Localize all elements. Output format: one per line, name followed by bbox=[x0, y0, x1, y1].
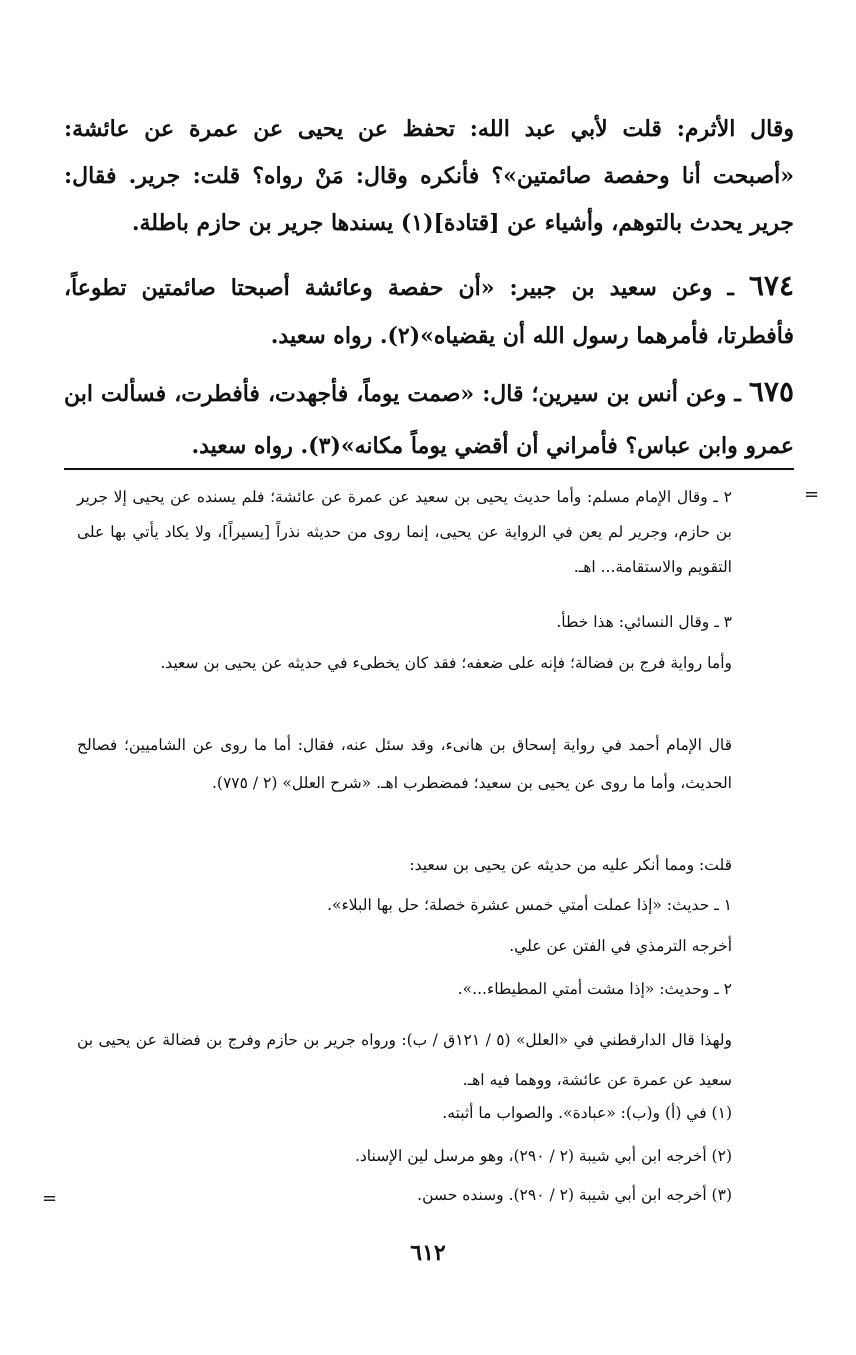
footnote-tirmidhi: أخرجه الترمذي في الفتن عن علي. bbox=[509, 937, 732, 955]
hadith-number: ٦٧٤ bbox=[748, 269, 794, 302]
footnote-hadith-1: ١ ـ حديث: «إذا عملت أمتي خمس عشرة خصلة؛ حل بها البلاء». bbox=[327, 896, 732, 914]
footnote-2: (٢) أخرجه ابن أبي شيبة (٢ / ٢٩٠)، وهو مرسل لين الإسناد. bbox=[354, 1147, 732, 1165]
footnote-muslim: ٢ ـ وقال الإمام مسلم: وأما حديث يحيى بن سعيد عن عمرة عن عائشة؛ فلم يسنده عن يحيى إلا جرير بن حازم، وجرير لم يعن في الرواية عن يحيى، إنما روى من حديثه نذراً [يسيراً]، ولا يكاد يأتي بها على التقويم والاستقامة... اهـ. bbox=[77, 488, 732, 576]
hadith-text: ـ وعن سعيد بن جبير: «أن حفصة وعائشة أصبحتا صائمتين تطوعاً، فأفطرتا، فأمرهما رسول الله أن يقضياه»(٢). رواه سعيد. bbox=[64, 275, 794, 349]
main-paragraph-athram: وقال الأثرم: قلت لأبي عبد الله: تحفظ عن يحيى عن عمرة عن عائشة: «أصبحت أنا وحفصة صائمتين»؟ فأنكره وقال: مَنْ رواه؟ قلت: جرير. فقال: جرير يحدث بالتوهم، وأشياء عن [قتادة](١) يسندها جرير بن حازم باطلة. bbox=[64, 116, 794, 236]
hadith-number: ٦٧٥ bbox=[748, 375, 794, 408]
footnote-daraqutni: ولهذا قال الدارقطني في «العلل» (٥ / ١٢١ق / ب): ورواه جرير بن حازم وفرج بن فضالة عن يحيى بن سعيد عن عمرة عن عائشة، ووهما فيه اهـ. bbox=[77, 1031, 732, 1089]
margin-mark-bottom: = bbox=[42, 1188, 58, 1209]
footnote-faraj: وأما رواية فرج بن فضالة؛ فإنه على ضعفه؛ فقد كان يخطىء في حديثه عن يحيى بن سعيد. bbox=[160, 654, 732, 672]
footnote-1: (١) في (أ) و(ب): «عبادة». والصواب ما أثبته. bbox=[442, 1104, 732, 1122]
footnote-note-intro: قلت: ومما أنكر عليه من حديثه عن يحيى بن سعيد: bbox=[409, 856, 732, 874]
footnote-3: (٣) أخرجه ابن أبي شيبة (٢ / ٢٩٠). وسنده حسن. bbox=[417, 1186, 732, 1204]
footnote-ahmad: قال الإمام أحمد في رواية إسحاق بن هانىء، وقد سئل عنه، فقال: أما ما روى عن الشاميين؛ فصالح الحديث، وأما ما روى عن يحيى بن سعيد؛ فمضطرب اهـ. «شرح العلل» (٢ / ٧٧٥). bbox=[77, 736, 732, 792]
hadith-675 bbox=[64, 366, 794, 472]
footnote-separator bbox=[64, 468, 794, 470]
page-number: ٦١٢ bbox=[410, 1240, 446, 1266]
footnote-nasai: ٣ ـ وقال النسائي: هذا خطأ. bbox=[556, 613, 732, 631]
hadith-text: ـ وعن أنس بن سيرين؛ قال: «صمت يوماً، فأجهدت، فأفطرت، فسألت ابن عمرو وابن عباس؟ فأمراني أن أقضي يوماً مكانه»(٣). رواه سعيد. bbox=[64, 381, 794, 459]
margin-mark-top: = bbox=[804, 484, 820, 505]
hadith-674 bbox=[64, 262, 794, 360]
footnote-hadith-2: ٢ ـ وحديث: «إذا مشت أمتي المطيطاء...». bbox=[457, 980, 732, 998]
